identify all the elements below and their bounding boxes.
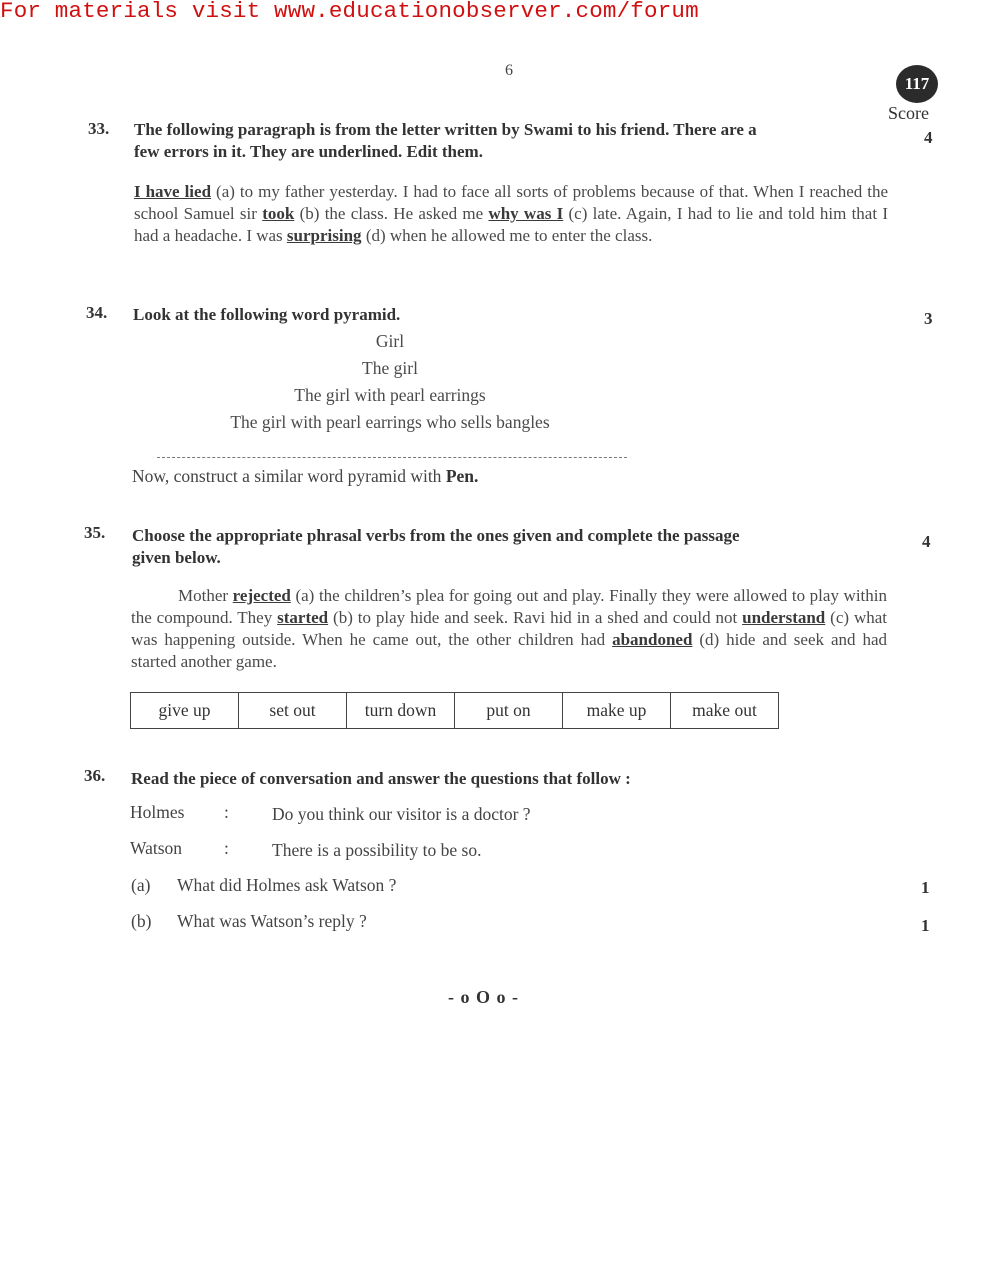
q33-text-3: (c) late. Again, I had to lie and told him that I had a headache. I was xyxy=(134,204,889,245)
question-a-label: (a) xyxy=(131,875,151,895)
question-b-score: 1 xyxy=(921,916,930,935)
site-banner: For materials visit www.educationobserver.com/forum xyxy=(0,0,699,24)
q36-prompt: Read the piece of conversation and answer the questions that follow : xyxy=(131,769,631,788)
question-b-label: (b) xyxy=(131,911,152,931)
q36-number: 36. xyxy=(84,766,106,785)
q35-score: 4 xyxy=(922,532,931,551)
q33-error-d: surprising xyxy=(286,226,362,245)
q33-prompt-line2: few errors in it. They are underlined. Edit them. xyxy=(134,142,483,161)
option-give-up: give up xyxy=(131,693,239,729)
q34-number: 34. xyxy=(86,303,108,322)
question-a-score: 1 xyxy=(921,878,930,897)
pyramid-line-1: Girl xyxy=(375,331,405,351)
q35-prompt xyxy=(132,525,892,569)
q35-text-1: (a) the children’s plea for going out and play. Finally they were allowed to play within the compound. They xyxy=(131,586,887,627)
q35-word-a: rejected xyxy=(232,586,291,605)
q35-paragraph xyxy=(131,585,887,673)
option-turn-down: turn down xyxy=(347,693,455,729)
score-header: Score xyxy=(888,103,929,123)
q35-prompt-line2: given below. xyxy=(132,548,221,567)
question-a-text: What did Holmes ask Watson ? xyxy=(177,875,397,895)
q35-text-0: Mother xyxy=(178,586,233,605)
q33-paragraph xyxy=(134,181,888,247)
q35-word-d: abandoned xyxy=(612,630,693,649)
circle-badge: 117 xyxy=(896,65,938,103)
q35-word-b: started xyxy=(277,608,329,627)
colon-1: : xyxy=(224,802,229,822)
answer-line xyxy=(157,457,627,458)
line-holmes: Do you think our visitor is a doctor ? xyxy=(272,804,531,824)
q35-number: 35. xyxy=(84,523,106,542)
phrasal-verb-row xyxy=(131,693,779,729)
q34-instruction-text: Now, construct a similar word pyramid with xyxy=(132,466,446,486)
q34-prompt: Look at the following word pyramid. xyxy=(133,305,401,324)
q35-text-4: (d) hide and seek and had started another game. xyxy=(131,630,887,671)
q35-prompt-line1: Choose the appropriate phrasal verbs from the ones given and complete the passage xyxy=(132,526,740,545)
q33-prompt-line1: The following paragraph is from the letter written by Swami to his friend. There are a xyxy=(134,120,757,139)
pyramid-line-3: The girl with pearl earrings xyxy=(294,385,486,405)
pyramid-line-4: The girl with pearl earrings who sells bangles xyxy=(230,412,550,432)
question-b-text: What was Watson’s reply ? xyxy=(177,911,367,931)
q34-instruction xyxy=(132,466,478,487)
phrasal-verb-table xyxy=(130,692,779,729)
q35-word-c: understand xyxy=(742,608,826,627)
q33-number: 33. xyxy=(88,119,110,138)
speaker-watson: Watson xyxy=(130,838,183,858)
end-mark: - o O o - xyxy=(448,987,519,1007)
option-make-out: make out xyxy=(671,693,779,729)
option-put-on: put on xyxy=(455,693,563,729)
q33-error-c: why was I xyxy=(488,204,564,223)
option-set-out: set out xyxy=(239,693,347,729)
speaker-holmes: Holmes xyxy=(130,802,185,822)
q33-score: 4 xyxy=(924,128,933,147)
q33-text-2: (b) the class. He asked me xyxy=(294,204,489,223)
pyramid-line-2: The girl xyxy=(362,358,418,378)
q33-prompt xyxy=(134,119,894,163)
line-watson: There is a possibility to be so. xyxy=(272,840,482,860)
option-make-up: make up xyxy=(563,693,671,729)
page-number: 6 xyxy=(505,62,513,79)
q33-error-a: I have lied xyxy=(134,182,212,201)
q33-text-1: (a) to my father yesterday. I had to face all sorts of problems because of that. When I reached the school Samuel sir xyxy=(134,182,889,223)
q35-text-3: (c) what was happening outside. When he came out, the other children had xyxy=(131,608,887,649)
q34-instruction-word: Pen. xyxy=(445,466,479,486)
q33-error-b: took xyxy=(262,204,295,223)
q34-score: 3 xyxy=(924,309,933,328)
q33-text-4: (d) when he allowed me to enter the class. xyxy=(361,226,653,245)
colon-2: : xyxy=(224,838,229,858)
q35-text-2: (b) to play hide and seek. Ravi hid in a shed and could not xyxy=(328,608,743,627)
